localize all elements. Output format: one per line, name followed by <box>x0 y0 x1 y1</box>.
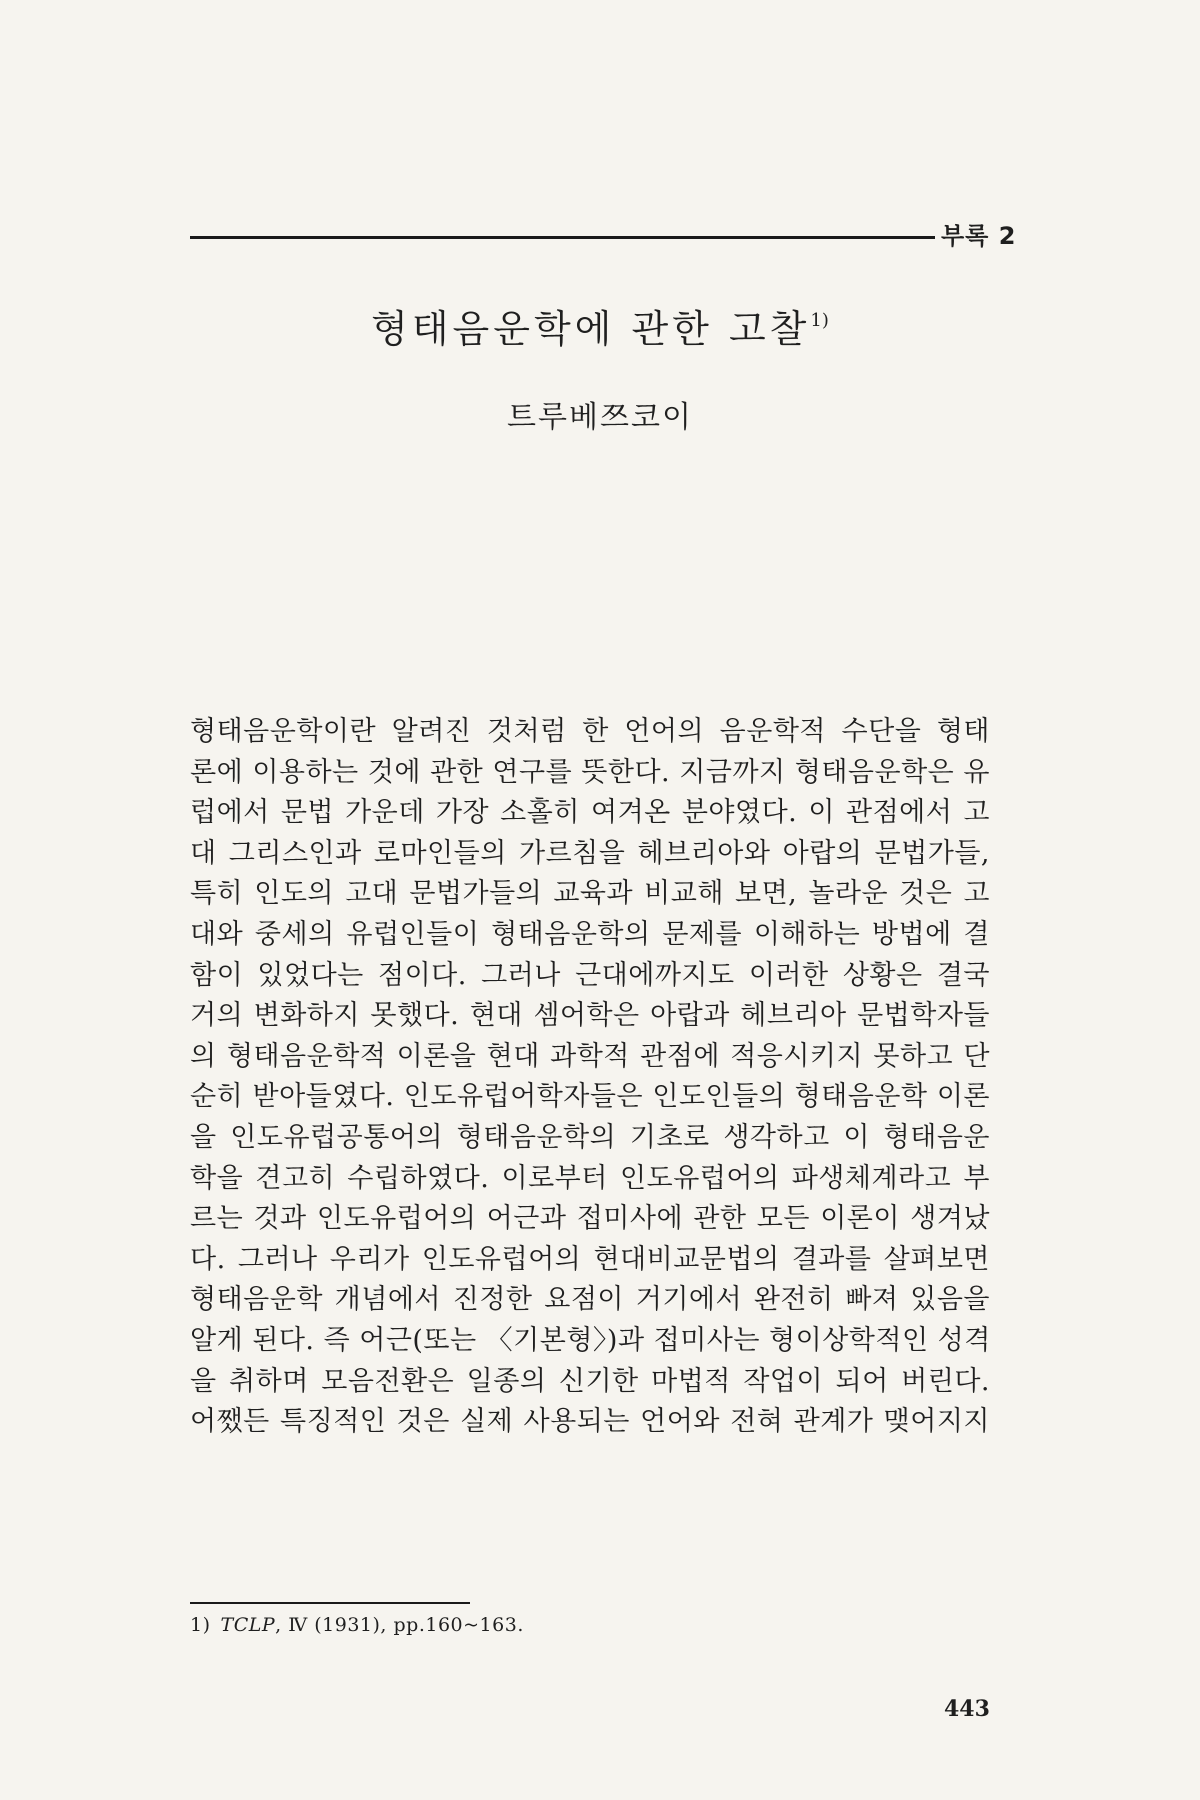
body-line: 의 형태음운학적 이론을 현대 과학적 관점에 적응시키지 못하고 단 <box>190 1040 990 1072</box>
page-number: 443 <box>944 1696 990 1722</box>
header-rule <box>190 236 970 239</box>
body-paragraph <box>190 712 990 1443</box>
body-line: 다. 그러나 우리가 인도유럽어의 현대비교문법의 결과를 살펴보면 <box>190 1243 990 1275</box>
body-line: 형태음운학 개념에서 진정한 요점이 거기에서 완전히 빠져 있음을 <box>190 1284 990 1316</box>
body-line: 을 취하며 모음전환은 일종의 신기한 마법적 작업이 되어 버린다. <box>190 1365 990 1397</box>
body-line: 거의 변화하지 못했다. 현대 셈어학은 아랍과 헤브리아 문법학자들 <box>190 1000 990 1032</box>
chapter-title-text: 형태음운학에 관한 고찰 <box>371 307 811 351</box>
body-line: 형태음운학이란 알려진 것처럼 한 언어의 음운학적 수단을 형태 <box>190 716 990 747</box>
footnote <box>190 1614 524 1636</box>
body-line: 대와 중세의 유럽인들이 형태음운학의 문제를 이해하는 방법에 결 <box>190 918 990 950</box>
body-line: 학을 견고히 수립하였다. 이로부터 인도유럽어의 파생체계라고 부 <box>190 1162 990 1194</box>
body-line: 어쨌든 특징적인 것은 실제 사용되는 언어와 전혀 관계가 맺어지지 <box>190 1406 990 1438</box>
body-line: 럽에서 문법 가운데 가장 소홀히 여겨온 분야였다. 이 관점에서 고 <box>190 797 990 829</box>
body-line: 순히 받아들였다. 인도유럽어학자들은 인도인들의 형태음운학 이론 <box>190 1081 990 1113</box>
chapter-title <box>0 298 1200 353</box>
footnote-citation: , Ⅳ (1931), pp.160~163. <box>275 1614 524 1636</box>
body-line: 을 인도유럽공통어의 형태음운학의 기초로 생각하고 이 형태음운 <box>190 1121 990 1153</box>
footnote-number: 1) <box>190 1614 211 1636</box>
body-line: 론에 이용하는 것에 관한 연구를 뜻한다. 지금까지 형태음운학은 유 <box>190 756 990 788</box>
body-line: 알게 된다. 즉 어근(또는 〈기본형〉)과 접미사는 형이상학적인 성격 <box>190 1324 991 1356</box>
body-line: 함이 있었다는 점이다. 그러나 근대에까지도 이러한 상황은 결국 <box>190 959 990 991</box>
body-line: 르는 것과 인도유럽어의 어근과 접미사에 관한 모든 이론이 생겨났 <box>190 1203 990 1235</box>
footnote-source: TCLP <box>220 1614 276 1636</box>
title-footnote-mark: 1) <box>810 310 829 332</box>
footnote-rule <box>190 1602 470 1604</box>
author-name: 트루베쯔코이 <box>507 400 693 435</box>
body-line: 대 그리스인과 로마인들의 가르침을 헤브리아와 아랍의 문법가들, <box>190 837 990 869</box>
body-line: 특히 인도의 고대 문법가들의 교육과 비교해 보면, 놀라운 것은 고 <box>190 878 990 910</box>
appendix-label: 부록 2 <box>935 216 1016 251</box>
